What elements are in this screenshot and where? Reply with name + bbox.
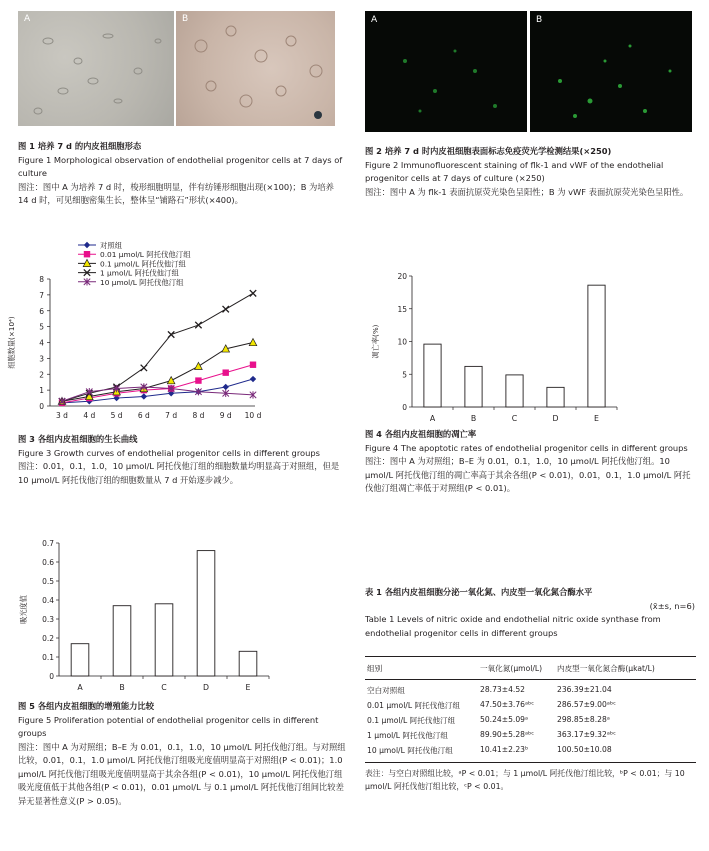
fig5-note: 图注：图中 A 为对照组；B–E 为 0.01，0.1，1.0，10 μmol/L 阿托伐他汀组。与对照组比较，0.01，0.1，1.0 μmol/L 阿托伐他汀组吸光度值明显高于对照组(P < 0.01)；1.0 μmol/L 阿托伐他汀组吸光度值明显高于其余各组(P < 0.01)，10 μmol/L 阿托伐他汀组吸光度值低于其他各组(P < 0.01)，0.01 μmol/L 与 0.1 μmol/L 阿托伐他汀组间比较差异无显著性意义(P > 0.05)。: [18, 741, 346, 806]
table1-row5-group: 10 μmol/L 阿托伐他汀组: [367, 746, 453, 755]
fig2-note: 图注：图中 A 为 flk-1 表面抗原荧光染色呈阳性；B 为 vWF 表面抗原荧光染色呈阳性。: [365, 186, 689, 197]
fig5-y-tick-label: 0.5: [42, 577, 54, 586]
fig3-x-tick-label: 5 d: [110, 411, 123, 418]
fig3-x-tick-label: 9 d: [219, 411, 232, 418]
fig5-caption: [18, 700, 346, 808]
fig4-bar-C: [506, 375, 523, 407]
fig3-series-3-point: [167, 377, 175, 384]
fig4-bar-B: [465, 366, 482, 407]
fig5-y-tick-label: 0.4: [42, 596, 54, 605]
fig3-x-tick-label: 8 d: [192, 411, 205, 418]
fig1-note: 图注：图中 A 为培养 7 d 时，梭形细胞明显，伴有纺锤形细胞出现(×100)；B 为培养 14 d 时，可见细胞密集生长，整体呈“铺路石”形状(×400)。: [18, 181, 334, 205]
fig3-legend-label-3: 0.1 μmol/L 阿托伐他汀组: [100, 259, 186, 269]
fig3-y-tick-label: 6: [39, 306, 44, 316]
fig4-y-tick-label: 5: [402, 370, 407, 380]
fig3-series-4-point: [250, 290, 256, 296]
fig3-y-tick-label: 1: [39, 386, 44, 396]
fig5-x-tick-label: A: [77, 683, 83, 692]
fig5-title-en: Figure 5 Proliferation potential of endothelial progenitor cells in different groups: [18, 714, 319, 738]
fig3-series-3-point: [249, 339, 257, 346]
table1-caption: [365, 586, 695, 640]
fig4-y-tick-label: 10: [397, 337, 407, 347]
table1-row1-enos: 236.39±21.04: [557, 685, 612, 694]
fig3-series-3-point: [195, 362, 203, 369]
fig3-legend-label-5: 10 μmol/L 阿托伐他汀组: [100, 277, 184, 287]
fig4-y-tick-label: 20: [397, 272, 407, 281]
fig1-panel-b-image: [176, 11, 335, 126]
table1-title-en: Table 1 Levels of nitric oxide and endothelial nitric oxide synthase from endothelial progenitor cells in different groups: [365, 614, 661, 638]
fig5-bar-C: [155, 604, 173, 676]
fig1-caption: [18, 140, 346, 208]
fig3-y-tick-label: 2: [39, 370, 44, 380]
fig5-bar-A: [71, 644, 89, 676]
fig3-legend-label-1: 对照组: [100, 241, 123, 250]
fig2-caption: [365, 145, 695, 199]
table1-note: 表注：与空白对照组比较，ᵃP < 0.01；与 1 μmol/L 阿托伐他汀组比较，ᵇP < 0.01；与 10 μmol/L 阿托伐他汀组比较，ᶜP < 0.01。: [365, 769, 685, 791]
fig3-series-1-point: [223, 384, 229, 390]
fig3-x-tick-label: 10 d: [244, 411, 262, 418]
table1-header-group: 组别: [367, 664, 383, 673]
fig3-legend-label-2: 0.01 μmol/L 阿托伐他汀组: [100, 250, 191, 260]
fig5-bar-E: [239, 651, 257, 676]
fig1-title-en: Figure 1 Morphological observation of endothelial progenitor cells at 7 days of culture: [18, 154, 343, 178]
fig5-bar-B: [113, 606, 131, 676]
fig1-panel-a-texture: [18, 11, 174, 126]
fig3-y-tick-label: 7: [39, 290, 44, 300]
fig5-y-tick-label: 0.7: [42, 539, 54, 548]
fig5-bar-chart: [12, 528, 342, 698]
fig5-y-axis-label: 吸光度值: [19, 595, 28, 624]
table1-row5-no: 10.41±2.23ᵇ: [480, 745, 529, 754]
fig5-x-tick-label: B: [119, 683, 125, 692]
fig4-note: 图注：图中 A 为对照组；B–E 为 0.01，0.1，1.0，10 μmol/L 阿托伐他汀组。10 μmol/L 阿托伐他汀组的凋亡率高于其余各组(P < 0.01)，0.01，0.1，1.0 μmol/L 阿托伐他汀组凋亡率低于对照组(P < 0.01)。: [365, 456, 691, 493]
fig4-x-tick-label: D: [552, 414, 559, 423]
table1-row2-enos: 286.57±9.00ᵃᵇᶜ: [557, 700, 616, 709]
table1-bottom-rule: [365, 762, 696, 763]
fig1-panel-b-texture: [176, 11, 335, 126]
fig4-bar-chart: [360, 262, 700, 424]
fig3-y-axis-label: 细胞数量(×10⁴): [7, 316, 16, 369]
fig3-y-tick-label: 8: [39, 275, 44, 284]
table1-row4-group: 1 μmol/L 阿托伐他汀组: [367, 731, 448, 740]
fig2-panel-b-texture: [530, 11, 692, 132]
fig4-caption: [365, 428, 695, 496]
fig5-y-tick-label: 0.2: [42, 634, 54, 643]
fig5-bar-D: [197, 551, 215, 676]
fig3-legend-marker-1: [84, 242, 90, 248]
fig3-series-4-point: [168, 331, 174, 337]
fig5-title: 图 5 各组内皮祖细胞的增殖能力比较: [18, 701, 155, 711]
fig4-y-tick-label: 15: [397, 304, 407, 314]
fig4-y-axis-label: 凋亡率(%): [371, 324, 380, 359]
fig4-x-tick-label: B: [470, 414, 477, 423]
fig3-series-2-point: [195, 377, 201, 383]
table1-row3-enos: 298.85±8.28ᵃ: [557, 715, 610, 724]
fig4-bar-E: [588, 285, 605, 407]
fig3-x-tick-label: 3 d: [56, 411, 68, 418]
fig2-panel-a-label: A: [371, 15, 378, 25]
fig2-title: 图 2 培养 7 d 时内皮祖细胞表面标志免疫荧光学检测结果(×250): [365, 146, 612, 156]
table1-row1-group: 空白对照组: [367, 686, 405, 695]
fig3-series-1-point: [250, 376, 256, 382]
fig2-panel-b-label: B: [536, 15, 543, 25]
fig1-title: 图 1 培养 7 d 的内皮祖细胞形态: [18, 141, 142, 151]
fig4-title-en: Figure 4 The apoptotic rates of endothelial progenitor cells in different groups: [365, 442, 688, 453]
fig4-title: 图 4 各组内皮祖细胞的凋亡率: [365, 429, 477, 439]
fig3-x-tick-label: 6 d: [137, 411, 150, 418]
table1-header-no: 一氧化氮(μmol/L): [480, 664, 543, 673]
table1-title: 表 1 各组内皮祖细胞分泌一氧化氮、内皮型一氧化氮合酶水平: [365, 587, 593, 597]
fig3-series-4-point: [141, 365, 147, 371]
table1-row1-no: 28.73±4.52: [480, 685, 526, 694]
fig3-title: 图 3 各组内皮祖细胞的生长曲线: [18, 434, 138, 444]
table1-row4-no: 89.90±5.28ᵃᵇᶜ: [480, 730, 535, 739]
fig5-y-tick-label: 0: [49, 672, 54, 681]
fig3-series-4-point: [195, 322, 201, 328]
fig5-x-tick-label: D: [202, 683, 210, 692]
table1-top-rule: [365, 656, 696, 657]
fig3-x-tick-label: 4 d: [83, 411, 96, 418]
fig5-y-tick-label: 0.6: [42, 558, 54, 567]
fig3-series-1-point: [141, 393, 147, 399]
fig4-x-tick-label: A: [429, 414, 436, 423]
fig2-panel-a-image: [365, 11, 527, 132]
fig3-y-tick-label: 4: [39, 338, 44, 348]
fig5-x-tick-label: C: [161, 683, 167, 692]
fig3-series-2-point: [223, 369, 229, 375]
fig4-x-tick-label: C: [511, 414, 518, 423]
table1-row2-group: 0.01 μmol/L 阿托伐他汀组: [367, 701, 461, 710]
table1-header-enos: 内皮型一氧化氮合酶(μkat/L): [557, 664, 655, 673]
fig2-panel-b-image: [530, 11, 692, 132]
table1-row2-no: 47.50±3.76ᵃᵇᶜ: [480, 700, 535, 709]
fig3-legend-label-4: 1 μmol/L 阿托伐他汀组: [100, 268, 179, 278]
fig2-title-en: Figure 2 Immunofluorescent staining of flk-1 and vWF of the endothelial progenitor cells at 7 days of culture (×250): [365, 159, 664, 183]
fig1-panel-a-image: [18, 11, 174, 126]
fig1-panel-a-label: A: [24, 14, 31, 24]
fig4-x-tick-label: E: [594, 414, 599, 423]
table1-header-rule: [365, 679, 696, 680]
fig3-title-en: Figure 3 Growth curves of endothelial progenitor cells in different groups: [18, 447, 320, 458]
fig3-series-4-point: [223, 306, 229, 312]
table1-row3-group: 0.1 μmol/L 阿托伐他汀组: [367, 716, 456, 725]
fig3-y-tick-label: 0: [39, 402, 44, 411]
fig5-y-tick-label: 0.1: [42, 653, 54, 662]
fig5-y-tick-label: 0.3: [42, 615, 54, 624]
table1-stat: (x̄±s, n=6): [649, 600, 695, 611]
fig3-line-chart: [0, 238, 350, 418]
fig4-bar-A: [424, 344, 441, 407]
fig3-legend-marker-2: [84, 251, 90, 257]
fig3-note: 图注：0.01，0.1，1.0，10 μmol/L 阿托伐他汀组的细胞数量均明显高于对照组，但是 10 μmol/L 阿托伐他汀组的细胞数量从 7 d 开始逐步减少。: [18, 461, 340, 485]
table1-row5-enos: 100.50±10.08: [557, 745, 612, 754]
fig4-y-tick-label: 0: [402, 403, 407, 412]
fig2-panel-a-texture: [365, 11, 527, 132]
fig3-y-tick-label: 3: [39, 354, 44, 364]
fig1-panel-b-label: B: [182, 14, 189, 24]
fig3-y-tick-label: 5: [39, 322, 44, 332]
fig5-x-tick-label: E: [245, 683, 251, 692]
fig3-series-2-point: [250, 362, 256, 368]
fig3-caption: [18, 433, 346, 487]
fig4-bar-D: [547, 387, 564, 407]
fig3-x-tick-label: 7 d: [165, 411, 178, 418]
table1-row4-enos: 363.17±9.32ᵃᵇᶜ: [557, 730, 616, 739]
table1-row3-no: 50.24±5.09ᵃ: [480, 715, 528, 724]
